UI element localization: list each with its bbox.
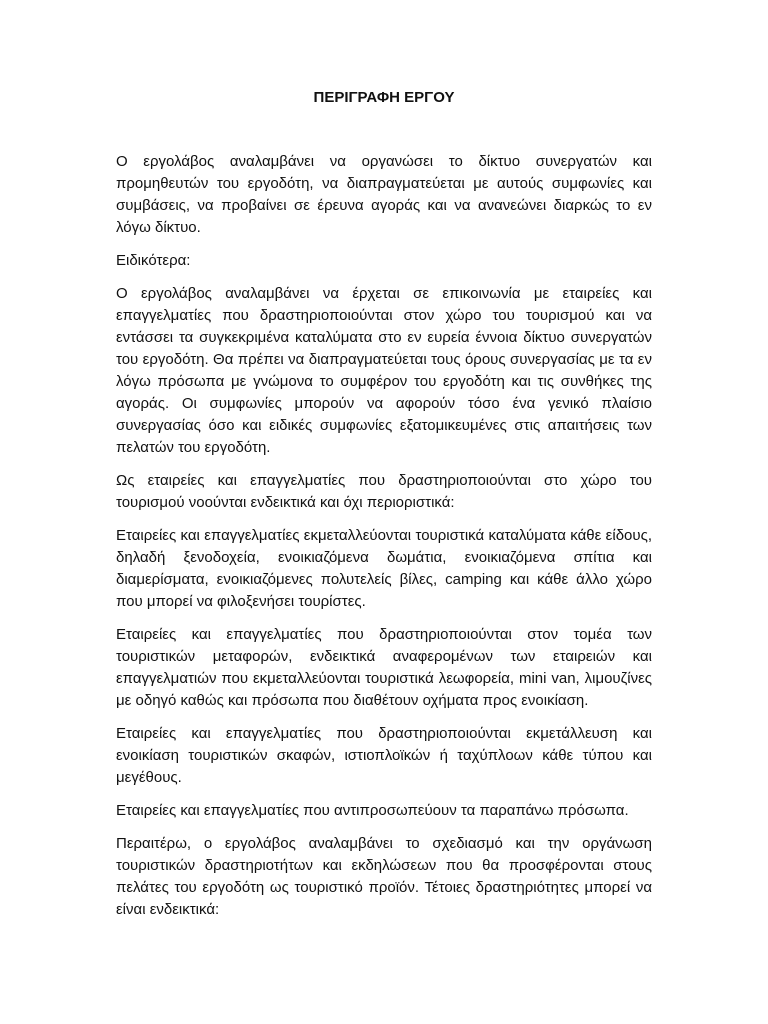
paragraph-activities: Περαιτέρω, ο εργολάβος αναλαμβάνει το σχεδιασμό και την οργάνωση τουριστικών δραστηριοτήτων και εκδηλώσεων που θα προσφέρονται στους πελάτες του εργοδότη ως τουριστικό προϊόν. Τέτοιες δραστηριότητες μπορεί να είναι ενδεικτικά: (116, 835, 652, 918)
paragraph-accommodation: Εταιρείες και επαγγελματίες εκμεταλλεύονται τουριστικά καταλύματα κάθε είδους, δηλαδή ξενοδοχεία, ενοικιαζόμενα δωμάτια, ενοικιαζόμενα σπίτια και διαμερίσματα, ενοικιαζόμενες πολυτελείς βίλες, camping και κάθε άλλο χώρο που μπορεί να φιλοξενήσει τουρίστες. (116, 527, 652, 610)
paragraph-intro: Ο εργολάβος αναλαμβάνει να οργανώσει το δίκτυο συνεργατών και προμηθευτών του εργοδότη, να διαπραγματεύεται με αυτούς συμφωνίες και συμβάσεις, να προβαίνει σε έρευνα αγοράς και να ανανεώνει διαρκώς το εν λόγω δίκτυο. (116, 153, 652, 236)
paragraph-representatives: Εταιρείες και επαγγελματίες που αντιπροσωπεύουν τα παραπάνω πρόσωπα. (116, 802, 629, 819)
paragraph-contractor-duties: Ο εργολάβος αναλαμβάνει να έρχεται σε επικοινωνία με εταιρείες και επαγγελματίες που δραστηριοποιούνται στον χώρο του τουρισμού και να εντάσσει τα συγκεκριμένα καταλύματα στο εν ευρεία έννοια δίκτυο συνεργατών του εργοδότη. Θα πρέπει να διαπραγματεύεται τους όρους συνεργασίας με τα εν λόγω πρόσωπα με γνώμονα το συμφέρον του εργοδότη και τις συνθήκες της αγοράς. Οι συμφωνίες μπορούν να αφορούν τόσο ένα γενικό πλαίσιο συνεργασίας όσο και ειδικές συμφωνίες εξατομικευμένες στις απαιτήσεις των πελατών του εργοδότη. (116, 285, 652, 456)
paragraph-transport: Εταιρείες και επαγγελματίες που δραστηριοποιούνται στον τομέα των τουριστικών μεταφορών, ενδεικτικά αναφερομένων των εταιρειών και επαγγελματιών που εκμεταλλεύονται τουριστικά λεωφορεία, mini van, λιμουζίνες με οδηγό καθώς και πρόσωπα που διαθέτουν οχήματα προς ενοικίαση. (116, 626, 652, 709)
document-title: ΠΕΡΙΓΡΑΦΗ ΕΡΓΟΥ (313, 89, 455, 106)
paragraph-specifically: Ειδικότερα: (116, 252, 191, 269)
document-body (116, 151, 652, 932)
paragraph-tourism-companies-intro: Ως εταιρείες και επαγγελματίες που δραστηριοποιούνται στο χώρο του τουρισμού νοούνται ενδεικτικά και όχι περιοριστικά: (116, 472, 652, 511)
paragraph-boats: Εταιρείες και επαγγελματίες που δραστηριοποιούνται εκμετάλλευση και ενοικίαση τουριστικών σκαφών, ιστιοπλοϊκών ή ταχύπλοων κάθε τύπου και μεγέθους. (116, 725, 652, 786)
